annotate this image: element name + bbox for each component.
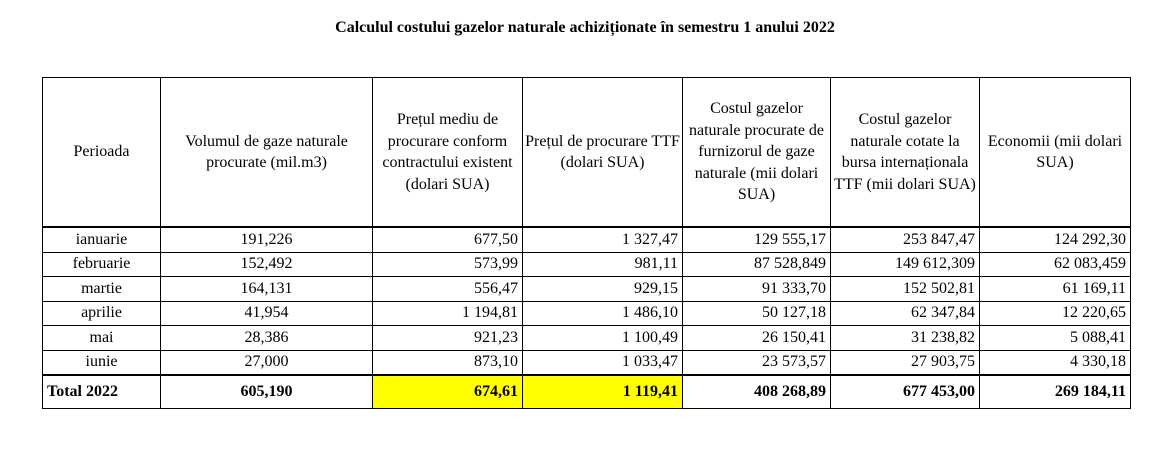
- total-economii: 269 184,11: [980, 375, 1131, 409]
- cell-pret-mediu: 921,23: [373, 326, 523, 351]
- cell-economii: 124 292,30: [980, 227, 1131, 252]
- header-economii: Economii (mii dolari SUA): [980, 78, 1131, 228]
- cell-pret-ttf: 1 486,10: [523, 301, 683, 326]
- table-row: [43, 301, 1131, 326]
- cell-pret-ttf: 1 327,47: [523, 227, 683, 252]
- cell-perioada: ianuarie: [43, 227, 161, 252]
- cell-economii: 61 169,11: [980, 277, 1131, 302]
- cell-volum: 41,954: [161, 301, 373, 326]
- table-row: [43, 252, 1131, 277]
- cell-pret-mediu: 556,47: [373, 277, 523, 302]
- total-cost-ttf: 677 453,00: [831, 375, 980, 409]
- cell-cost-ttf: 152 502,81: [831, 277, 980, 302]
- cell-volum: 28,386: [161, 326, 373, 351]
- document-title: Calculul costului gazelor naturale achiziționate în semestru 1 anului 2022: [335, 19, 835, 36]
- cell-cost-ttf: 62 347,84: [831, 301, 980, 326]
- total-cost-furnizor: 408 268,89: [683, 375, 831, 409]
- cell-pret-ttf: 1 100,49: [523, 326, 683, 351]
- cell-cost-furnizor: 91 333,70: [683, 277, 831, 302]
- cell-perioada: iunie: [43, 350, 161, 375]
- table-row: [43, 227, 1131, 252]
- cell-cost-furnizor: 26 150,41: [683, 326, 831, 351]
- cell-cost-ttf: 253 847,47: [831, 227, 980, 252]
- cell-volum: 27,000: [161, 350, 373, 375]
- total-row: [43, 375, 1131, 409]
- cell-perioada: aprilie: [43, 301, 161, 326]
- cell-volum: 191,226: [161, 227, 373, 252]
- header-volum: Volumul de gaze naturale procurate (mil.m3): [161, 78, 373, 228]
- cell-pret-ttf: 981,11: [523, 252, 683, 277]
- header-perioada: Perioada: [43, 78, 161, 228]
- cell-economii: 62 083,459: [980, 252, 1131, 277]
- cell-pret-mediu: 677,50: [373, 227, 523, 252]
- table-row: [43, 350, 1131, 375]
- cell-cost-furnizor: 87 528,849: [683, 252, 831, 277]
- table-row: [43, 277, 1131, 302]
- cell-pret-ttf: 929,15: [523, 277, 683, 302]
- cell-pret-mediu: 1 194,81: [373, 301, 523, 326]
- cell-cost-ttf: 149 612,309: [831, 252, 980, 277]
- cell-pret-mediu: 873,10: [373, 350, 523, 375]
- header-cost-ttf: Costul gazelor naturale cotate la bursa internaționala TTF (mii dolari SUA): [831, 78, 980, 228]
- cell-cost-furnizor: 23 573,57: [683, 350, 831, 375]
- header-cost-furnizor: Costul gazelor naturale procurate de furnizorul de gaze naturale (mii dolari SUA): [683, 78, 831, 228]
- total-label: Total 2022: [43, 375, 161, 409]
- header-pret-ttf: Prețul de procurare TTF (dolari SUA): [523, 78, 683, 228]
- total-pret-mediu: 674,61: [373, 375, 523, 409]
- cell-cost-ttf: 31 238,82: [831, 326, 980, 351]
- cell-perioada: mai: [43, 326, 161, 351]
- cell-cost-furnizor: 129 555,17: [683, 227, 831, 252]
- cell-cost-ttf: 27 903,75: [831, 350, 980, 375]
- cell-pret-mediu: 573,99: [373, 252, 523, 277]
- total-volum: 605,190: [161, 375, 373, 409]
- cell-cost-furnizor: 50 127,18: [683, 301, 831, 326]
- cell-pret-ttf: 1 033,47: [523, 350, 683, 375]
- cell-volum: 164,131: [161, 277, 373, 302]
- cell-economii: 4 330,18: [980, 350, 1131, 375]
- cell-volum: 152,492: [161, 252, 373, 277]
- header-pret-mediu: Prețul mediu de procurare conform contractului existent (dolari SUA): [373, 78, 523, 228]
- gas-cost-table: [42, 77, 1131, 409]
- cell-perioada: februarie: [43, 252, 161, 277]
- cell-economii: 12 220,65: [980, 301, 1131, 326]
- total-pret-ttf: 1 119,41: [523, 375, 683, 409]
- header-row: [43, 78, 1131, 228]
- cell-economii: 5 088,41: [980, 326, 1131, 351]
- table-row: [43, 326, 1131, 351]
- cell-perioada: martie: [43, 277, 161, 302]
